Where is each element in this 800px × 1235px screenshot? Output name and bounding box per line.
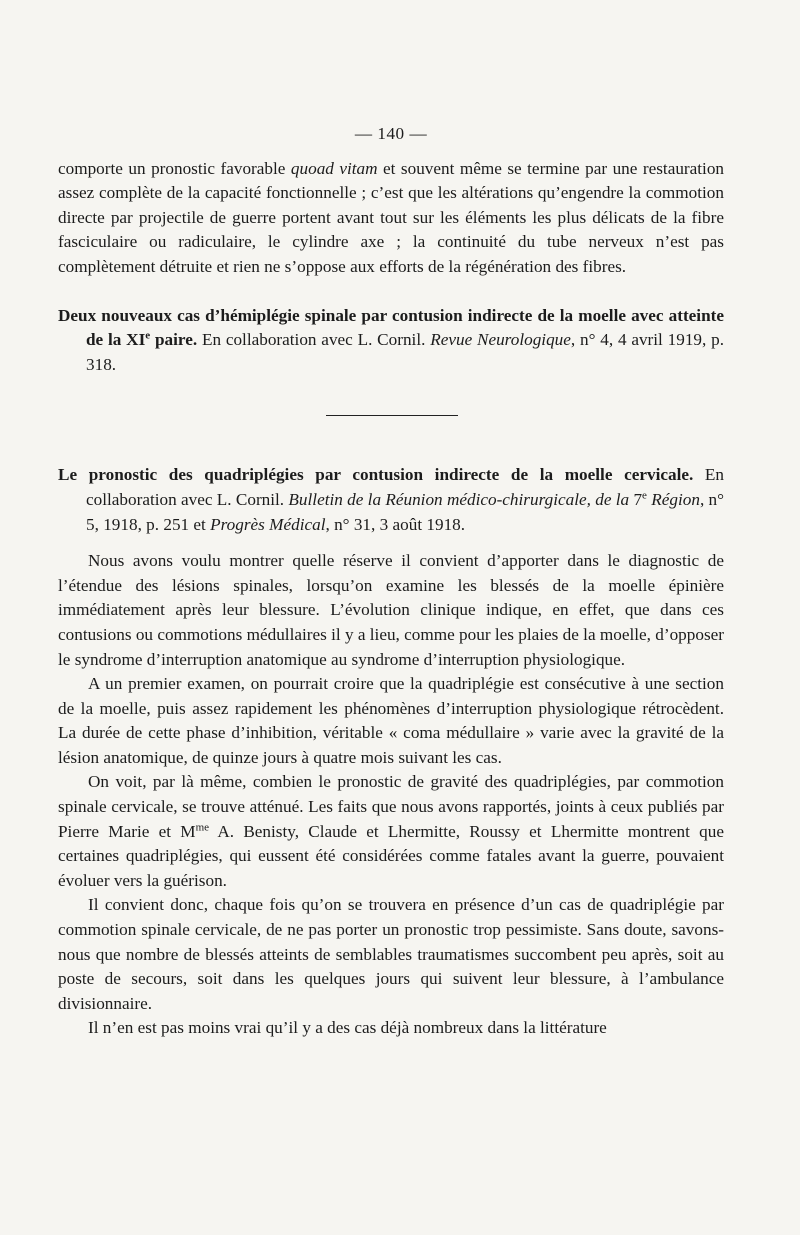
entry-title: Le pronostic des quadriplégies par contusion indirecte de la moelle cervicale. [58,465,694,485]
bibliography-entry-2 [58,463,724,537]
top-paragraph [58,157,724,280]
entry-journal: Revue Neurologique [430,330,571,350]
entry-title: Deux nouveaux cas d’hémiplégie spinale par contusion indirecte de la moelle avec atteinte de la XIe paire. [58,305,724,350]
entry-details: , n° 4, 4 avril 1919, p. 318. [86,330,724,374]
entry-collab: En collaboration avec L. Cornil. [86,465,725,509]
paragraph-3 [58,770,724,893]
paragraph-1: Nous avons voulu montrer quelle réserve il convient d’apporter dans le diagnostic de l’étendue des lésions spinales, lorsqu’on examine les blessés de la moelle épinière immédiatement après leur blessure. L’évolution clinique indique, en effet, que dans ces contusions ou commotions médullaires il y a lieu, comme pour les plaies de la moelle, d’opposer le syndrome d’interruption anatomique au syndrome d’interruption physiologique. [58,551,724,669]
text-run: comporte un pronostic favorable [58,158,291,178]
paragraph-5: Il n’en est pas moins vrai qu’il y a des cas déjà nombreux dans la littérature [88,1018,607,1038]
superscript: e [642,489,647,502]
entry-journal: Bulletin de la Réunion médico-chirurgicale, de la [288,489,630,509]
separator [58,377,724,463]
text-run: A. Benisty, Claude et Lhermitte, Roussy et Lhermitte montrent que certaines quadriplégies, qui eussent été considérées comme fatales avant la guerre, pouvaient évoluer vers la guérison. [58,821,724,890]
bibliography-entry-1 [58,304,724,378]
entry-details: , n° 5, 1918, p. 251 et [86,489,725,534]
entry-details: , n° 31, 3 août 1918. [325,514,466,534]
entry-collab: En collaboration avec L. Cornil. [197,330,431,350]
entry-journal: Région [646,489,700,509]
entry-journal: Progrès Médical [210,514,326,534]
text-run: 7 [629,489,643,509]
text-run: et souvent même se termine par une restauration assez complète de la capacité fonctionnelle ; c’est que les altérations qu’engendre la commotion directe par projectile de guerre portent avant tout sur les éléments les plus délicats de la fibre fasciculaire ou radiculaire, le cylindre axe ; la continuité du tube nerveux n’est pas complètement détruite et rien ne s’oppose aux efforts de la régénération des fibres. [58,158,725,276]
superscript: me [195,820,210,833]
text-run: On voit, par là même, combien le pronostic de gravité des quadriplégies, par commotion spinale cervicale, se trouve atténué. Les faits que nous avons rapportés, joints à ceux publiés par Pierre Marie et M [58,772,724,841]
page-body [58,122,724,1041]
paragraph-4: Il convient donc, chaque fois qu’on se trouvera en présence d’un cas de quadriplégie par commotion spinale cervicale, de ne pas porter un pronostic trop pessimiste. Sans doute, savons-nous que nombre de blessés atteints de semblables traumatismes succombent peu après, soit au poste de secours, soit dans les quelques jours qui suivent leur blessure, à l’ambulance divisionnaire. [58,895,724,1013]
paragraph-2: A un premier examen, on pourrait croire que la quadriplégie est consécutive à une section de la moelle, puis assez rapidement les phénomènes d’interruption physiologique rétrocèdent. La durée de cette phase d’inhibition, véritable « coma médullaire » varie avec la gravité de la lésion anatomique, de quinze jours à quatre mois suivant les cas. [58,674,724,767]
page-number: — 140 — [354,124,428,143]
italic-term: quoad vitam [290,158,378,178]
